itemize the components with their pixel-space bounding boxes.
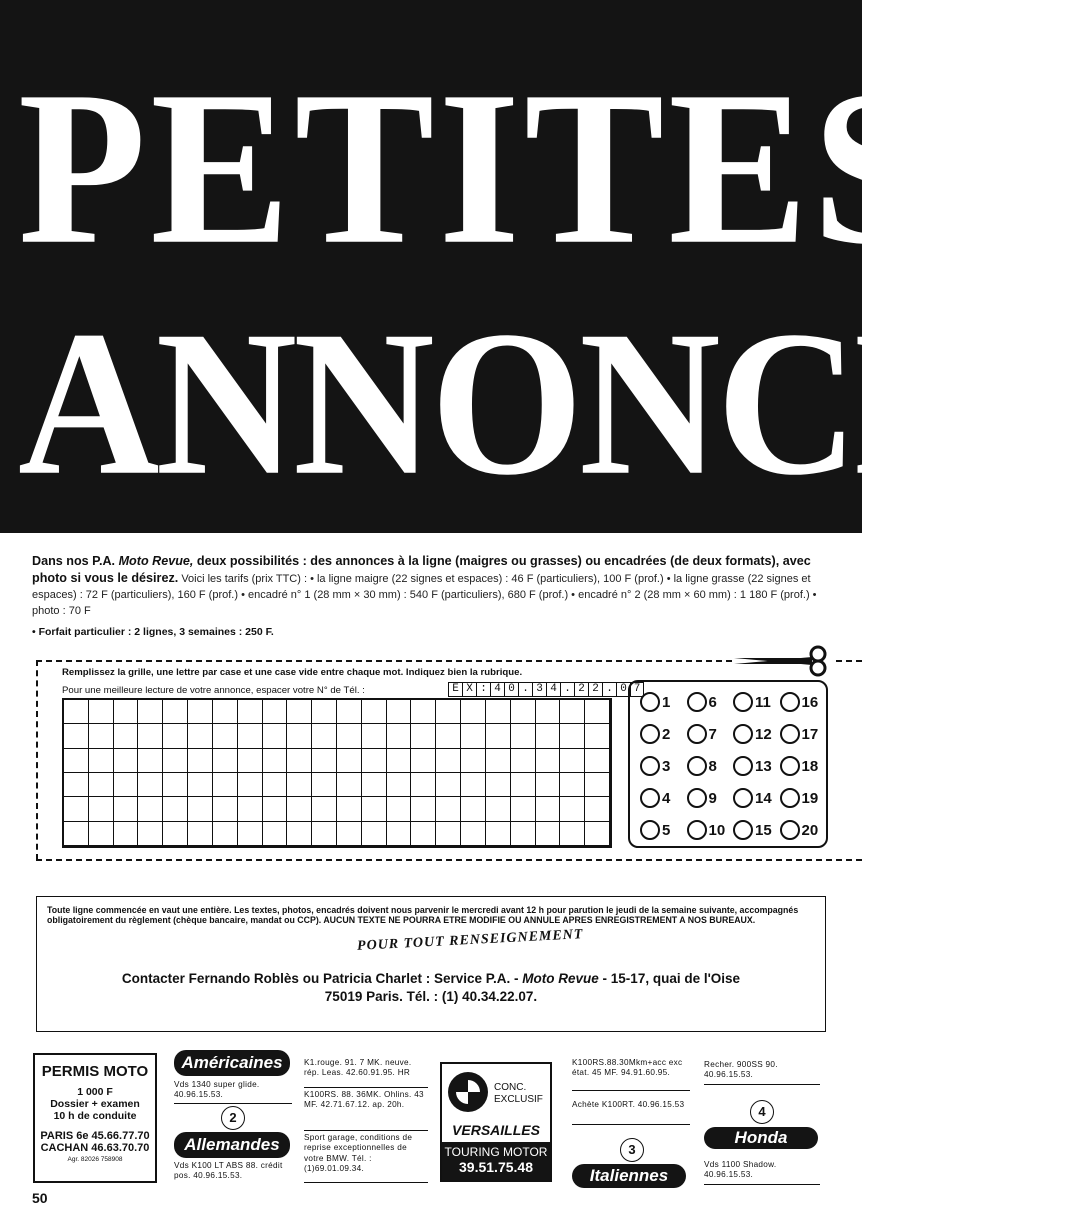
form-instruction: Remplissez la grille, une lettre par case et une case vide entre chaque mot. Indiquez bien la rubrique. [62,667,523,678]
grid-cell[interactable] [114,749,139,773]
rubrique-number: 19 [801,789,819,807]
grid-cell[interactable] [312,749,337,773]
grid-cell[interactable] [461,822,486,846]
phone-example-char: 0 [504,682,518,697]
grid-cell[interactable] [188,724,213,748]
grid-cell[interactable] [89,724,114,748]
ad-super-glide: Vds 1340 super glide. 40.96.15.53. [174,1080,260,1100]
rubrique-option[interactable] [687,750,734,782]
rubrique-number: 13 [755,757,772,775]
grid-cell[interactable] [163,700,188,724]
phone-example-char: E [448,682,462,697]
grid-cell[interactable] [387,749,412,773]
grid-cell[interactable] [560,700,585,724]
grid-cell[interactable] [585,724,610,748]
grid-cell[interactable] [138,700,163,724]
rubric-italiennes: Italiennes [572,1164,686,1188]
grid-cell[interactable] [511,822,536,846]
grid-cell[interactable] [486,797,511,821]
grid-cell[interactable] [89,700,114,724]
grid-cell[interactable] [114,773,139,797]
rubric-number-4: 4 [750,1100,774,1124]
intro-text [32,553,832,619]
grid-cell[interactable] [411,773,436,797]
rubric-number-3: 3 [620,1138,644,1162]
grid-cell[interactable] [163,822,188,846]
grid-cell[interactable] [213,797,238,821]
rubrique-option[interactable] [640,782,687,814]
page-number: 50 [32,1190,48,1206]
phone-example-char: 4 [490,682,504,697]
title-banner [0,0,1086,533]
grid-cell[interactable] [337,773,362,797]
rubrique-number: 4 [662,789,671,807]
grid-cell[interactable] [411,822,436,846]
forfait-text: • Forfait particulier : 2 lignes, 3 semaines : 250 F. [32,626,274,638]
grid-cell[interactable] [560,797,585,821]
grid-cell[interactable] [585,700,610,724]
phone-example-char: 4 [546,682,560,697]
radio-circle-icon[interactable] [733,788,753,808]
grid-cell[interactable] [188,773,213,797]
grid-cell[interactable] [337,700,362,724]
grid-cell[interactable] [585,749,610,773]
ad-text-grid[interactable] [62,698,612,848]
ad-k1: K1.rouge. 91. 7 MK. neuve. rép. Leas. 42.60.91.95. HR [304,1058,412,1078]
grid-cell[interactable] [238,749,263,773]
phone-example-char: X [462,682,476,697]
rubrique-number: 20 [801,821,819,839]
contact-line-1: Contacter Fernando Roblès ou Patricia Charlet : Service P.A. - Moto Revue - 15-17, quai de l'Oise [121,971,741,986]
grid-cell[interactable] [213,700,238,724]
grid-cell[interactable] [337,724,362,748]
phone-example-char: . [560,682,574,697]
radio-circle-icon[interactable] [780,756,800,776]
scissors-icon [732,644,832,678]
rubrique-number: 15 [755,821,772,839]
radio-circle-icon[interactable] [780,724,800,744]
grid-cell[interactable] [138,749,163,773]
grid-cell[interactable] [64,724,89,748]
grid-cell[interactable] [387,724,412,748]
rubrique-number: 8 [708,757,717,775]
permis-moto-ad [33,1053,157,1183]
grid-cell[interactable] [337,822,362,846]
grid-cell[interactable] [411,724,436,748]
grid-cell[interactable] [263,700,288,724]
grid-cell[interactable] [287,773,312,797]
phone-example-char: : [476,682,490,697]
rubric-number-2: 2 [221,1106,245,1130]
rubrique-option[interactable] [640,814,687,846]
grid-cell[interactable] [560,822,585,846]
grid-cell[interactable] [188,822,213,846]
grid-cell[interactable] [213,773,238,797]
title-petites: PETITES [18,46,934,291]
grid-cell[interactable] [114,724,139,748]
rubric-honda: Honda [704,1127,818,1149]
rubrique-option[interactable] [733,718,780,750]
grid-cell[interactable] [436,700,461,724]
radio-circle-icon[interactable] [780,820,800,840]
grid-cell[interactable] [188,749,213,773]
grid-cell[interactable] [436,822,461,846]
grid-cell[interactable] [89,797,114,821]
grid-cell[interactable] [287,822,312,846]
rubrique-selector[interactable] [628,680,828,848]
grid-cell[interactable] [362,822,387,846]
phone-example-char: 2 [574,682,588,697]
rubrique-option[interactable] [733,782,780,814]
grid-cell[interactable] [312,797,337,821]
radio-circle-icon[interactable] [640,788,660,808]
grid-cell[interactable] [536,700,561,724]
terms-box [36,896,826,1032]
grid-cell[interactable] [163,797,188,821]
rubrique-option[interactable] [640,686,687,718]
grid-cell[interactable] [362,749,387,773]
grid-cell[interactable] [312,822,337,846]
rubrique-number: 11 [755,693,771,711]
grid-cell[interactable] [238,797,263,821]
grid-cell[interactable] [486,773,511,797]
rubrique-option[interactable] [687,718,734,750]
grid-cell[interactable] [287,700,312,724]
rubrique-option[interactable] [780,750,827,782]
phone-example-char: 2 [588,682,602,697]
grid-cell[interactable] [64,822,89,846]
grid-cell[interactable] [411,749,436,773]
radio-circle-icon[interactable] [733,820,753,840]
grid-cell[interactable] [511,700,536,724]
rubrique-number: 9 [708,789,717,807]
grid-cell[interactable] [312,700,337,724]
rubrique-number: 17 [801,725,819,743]
radio-circle-icon[interactable] [687,820,707,840]
ad-900ss: Recher. 900SS 90. 40.96.15.53. [704,1060,778,1080]
grid-cell[interactable] [536,749,561,773]
grid-cell[interactable] [337,797,362,821]
radio-circle-icon[interactable] [640,820,660,840]
bmw-dealer-ad [440,1062,552,1182]
grid-cell[interactable] [213,822,238,846]
rubrique-number: 14 [755,789,772,807]
radio-circle-icon[interactable] [780,692,800,712]
radio-circle-icon[interactable] [733,724,753,744]
grid-cell[interactable] [213,749,238,773]
grid-cell[interactable] [89,749,114,773]
ad-k100rs-30mkm: K100RS.88.30Mkm+acc exc état. 45 MF. 94.91.60.95. [572,1058,683,1078]
grid-cell[interactable] [64,700,89,724]
phone-example-boxes [448,682,644,697]
handwritten-heading: POUR TOUT RENSEIGNEMENT [356,927,584,954]
permis-agrement: Agr. 82026 758908 [67,1156,123,1163]
grid-cell[interactable] [387,797,412,821]
rubrique-option[interactable] [780,718,827,750]
ad-sport-garage: Sport garage, conditions de reprise exceptionnelles de votre BMW. Tél. :(1)69.01.09.34. [304,1133,413,1173]
grid-cell[interactable] [114,797,139,821]
grid-cell[interactable] [362,773,387,797]
title-annonces: ANNONCES [18,288,1086,519]
grid-cell[interactable] [114,700,139,724]
grid-cell[interactable] [560,724,585,748]
rubrique-option[interactable] [733,814,780,846]
rubrique-option[interactable] [780,686,827,718]
rubrique-option[interactable] [687,782,734,814]
rubrique-number: 5 [662,821,671,839]
grid-cell[interactable] [238,724,263,748]
dealer-status: CONC. EXCLUSIF [494,1082,543,1105]
grid-cell[interactable] [461,700,486,724]
phone-example-char: . [602,682,616,697]
grid-cell[interactable] [337,749,362,773]
grid-cell[interactable] [89,773,114,797]
phone-example-char: 7 [630,682,644,697]
dealer-name: TOURING MOTOR 39.51.75.48 [442,1142,550,1180]
grid-cell[interactable] [411,700,436,724]
grid-cell[interactable] [287,797,312,821]
rubrique-option[interactable] [780,814,827,846]
grid-cell[interactable] [387,773,412,797]
grid-cell[interactable] [263,797,288,821]
grid-cell[interactable] [486,724,511,748]
grid-cell[interactable] [64,773,89,797]
radio-circle-icon[interactable] [780,788,800,808]
phone-example-char: . [518,682,532,697]
grid-cell[interactable] [486,822,511,846]
grid-cell[interactable] [263,749,288,773]
rubrique-option[interactable] [733,686,780,718]
rubric-americaines: Américaines [174,1050,290,1076]
grid-cell[interactable] [486,749,511,773]
rubrique-number: 10 [708,821,726,839]
radio-circle-icon[interactable] [687,692,707,712]
grid-cell[interactable] [287,724,312,748]
grid-cell[interactable] [461,749,486,773]
grid-cell[interactable] [536,724,561,748]
grid-cell[interactable] [114,822,139,846]
grid-cell[interactable] [163,773,188,797]
grid-cell[interactable] [138,797,163,821]
ad-shadow: Vds 1100 Shadow. 40.96.15.53. [704,1160,777,1180]
grid-cell[interactable] [362,797,387,821]
grid-cell[interactable] [436,773,461,797]
grid-cell[interactable] [387,822,412,846]
grid-cell[interactable] [511,797,536,821]
ad-k100lt: Vds K100 LT ABS 88. crédit pos. 40.96.15.53. [174,1161,283,1181]
rubric-allemandes: Allemandes [174,1132,290,1158]
grid-cell[interactable] [486,700,511,724]
radio-circle-icon[interactable] [640,756,660,776]
bmw-logo-icon [448,1072,488,1112]
grid-cell[interactable] [312,773,337,797]
grid-cell[interactable] [188,797,213,821]
grid-cell[interactable] [461,773,486,797]
grid-cell[interactable] [263,822,288,846]
grid-cell[interactable] [436,749,461,773]
grid-cell[interactable] [362,700,387,724]
radio-circle-icon[interactable] [687,724,707,744]
rubrique-option[interactable] [780,782,827,814]
grid-cell[interactable] [461,724,486,748]
grid-cell[interactable] [163,749,188,773]
grid-cell[interactable] [436,724,461,748]
rubrique-option[interactable] [687,686,734,718]
permis-phones: PARIS 6e 45.66.77.70 CACHAN 46.63.70.70 [40,1130,150,1154]
radio-circle-icon[interactable] [687,756,707,776]
phone-example-char: 0 [616,682,630,697]
grid-cell[interactable] [461,797,486,821]
rubrique-option[interactable] [640,718,687,750]
grid-cell[interactable] [387,700,412,724]
grid-cell[interactable] [536,797,561,821]
rubrique-number: 16 [801,693,819,711]
grid-cell[interactable] [138,822,163,846]
rubrique-number: 1 [662,693,671,711]
radio-circle-icon[interactable] [733,756,753,776]
rubrique-option[interactable] [687,814,734,846]
grid-cell[interactable] [238,700,263,724]
intro-lead: Dans nos P.A. Moto Revue, deux possibilités : des annonces à la ligne (maigres ou grasses) ou encadrées (de deux formats), avec photo si vous le désirez. [32,554,811,585]
grid-cell[interactable] [138,773,163,797]
grid-cell[interactable] [536,822,561,846]
cut-line-bottom [36,859,862,861]
grid-cell[interactable] [163,724,188,748]
ad-achete-k100rt: Achète K100RT. 40.96.15.53 [572,1100,685,1109]
grid-cell[interactable] [560,773,585,797]
grid-cell[interactable] [213,724,238,748]
grid-cell[interactable] [585,797,610,821]
phone-example-char: 3 [532,682,546,697]
cut-line-left [36,660,38,860]
rubrique-number: 3 [662,757,671,775]
contact-line-2: 75019 Paris. Tél. : (1) 40.34.22.07. [324,989,538,1004]
grid-cell[interactable] [188,700,213,724]
grid-cell[interactable] [263,773,288,797]
grid-cell[interactable] [411,797,436,821]
permis-offer: 1 000 F Dossier + examen 10 h de conduite [50,1086,140,1122]
grid-cell[interactable] [436,797,461,821]
grid-cell[interactable] [312,724,337,748]
grid-cell[interactable] [287,749,312,773]
intro-rates: Voici les tarifs (prix TTC) : • la ligne maigre (22 signes et espaces) : 46 F (particuliers), 100 F (prof.) • la ligne grasse (22 signes et espaces) : 72 F (particuliers), 160 F (prof.) • encadré n° 1 (28 mm × 30 mm) : 540 F (particuliers), 680 F (prof.) • encadré n° 2 (28 mm × 60 mm) : 1 180 F (prof.) • photo : 70 F [32,573,817,617]
terms-text: Toute ligne commencée en vaut une entière. Les textes, photos, encadrés doivent nous parvenir le mercredi avant 12 h pour parution le jeudi de la semaine suivante, accompagnés obligatoirement du règlement (chèque bancaire, mandat ou CCP). AUCUN TEXTE NE POURRA ETRE MODIFIE OU ANNULE APRES ENREGISTREMENT A NOS BUREAUX. [47,905,799,925]
dealer-city: VERSAILLES [452,1122,540,1138]
grid-cell[interactable] [362,724,387,748]
permis-title: PERMIS MOTO [41,1063,149,1080]
grid-cell[interactable] [560,749,585,773]
grid-cell[interactable] [511,773,536,797]
grid-cell[interactable] [585,773,610,797]
radio-circle-icon[interactable] [640,724,660,744]
grid-cell[interactable] [263,724,288,748]
radio-circle-icon[interactable] [640,692,660,712]
grid-cell[interactable] [64,797,89,821]
rubrique-number: 6 [708,693,717,711]
grid-cell[interactable] [511,724,536,748]
grid-cell[interactable] [138,724,163,748]
ad-k100rs: K100RS. 88. 36MK. Ohlins. 43 MF. 42.71.67.12. ap. 20h. [304,1090,424,1110]
grid-cell[interactable] [511,749,536,773]
rubrique-number: 2 [662,725,671,743]
rubrique-option[interactable] [640,750,687,782]
rubrique-number: 12 [755,725,772,743]
grid-cell[interactable] [536,773,561,797]
phone-instruction: Pour une meilleure lecture de votre annonce, espacer votre N° de Tél. : [62,685,365,696]
rubrique-number: 7 [708,725,717,743]
rubrique-option[interactable] [733,750,780,782]
grid-cell[interactable] [585,822,610,846]
radio-circle-icon[interactable] [687,788,707,808]
radio-circle-icon[interactable] [733,692,753,712]
grid-cell[interactable] [238,773,263,797]
grid-cell[interactable] [238,822,263,846]
rubrique-number: 18 [801,757,819,775]
grid-cell[interactable] [89,822,114,846]
grid-cell[interactable] [64,749,89,773]
